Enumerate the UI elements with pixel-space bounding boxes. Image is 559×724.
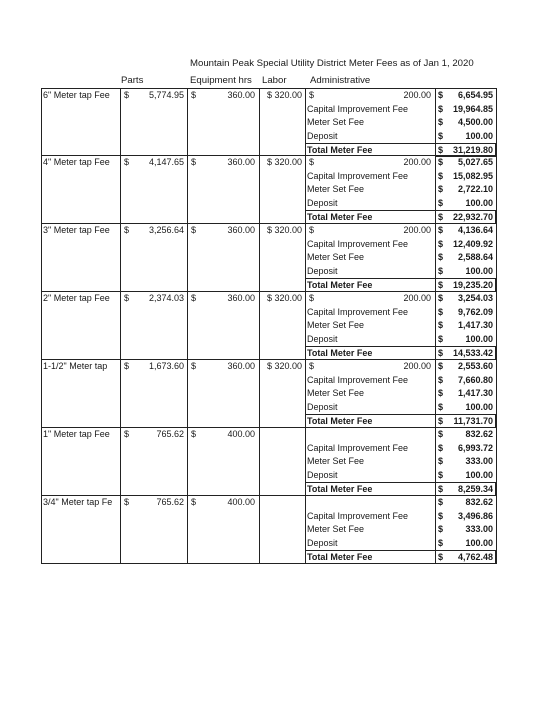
fee-label: Capital Improvement Fee: [307, 238, 409, 249]
currency-symbol: $: [438, 401, 444, 412]
fee-label: Deposit: [307, 197, 338, 208]
fee-value: 4,136.64: [457, 225, 493, 235]
labor-value: $ 320.00: [266, 157, 302, 167]
fee-value: 12,409.92: [452, 238, 493, 249]
fee-value: 14,533.42: [452, 348, 493, 359]
table-row: [41, 292, 496, 306]
parts-value: 5,774.95: [148, 90, 184, 100]
fee-value: 1,417.30: [457, 320, 493, 331]
currency-symbol: $: [191, 293, 197, 303]
fee-value: 100.00: [465, 265, 493, 276]
fee-label: Deposit: [307, 469, 338, 480]
table-row: [41, 238, 496, 252]
table-row: [41, 455, 496, 469]
table-row: [41, 103, 496, 117]
administrative-value: 200.00: [403, 225, 431, 235]
currency-symbol: $: [191, 90, 197, 100]
fee-value: 11,731.70: [453, 416, 493, 427]
currency-symbol: $: [191, 497, 197, 507]
table-row: [41, 265, 496, 279]
fee-label: Deposit: [307, 333, 338, 344]
equipment-value: 360.00: [227, 225, 255, 235]
table-row: [41, 510, 496, 524]
meter-size-label: 2" Meter tap Fee: [43, 293, 110, 303]
fee-block: [41, 428, 496, 496]
meter-size-label: 3" Meter tap Fee: [43, 225, 110, 235]
currency-symbol: $: [438, 117, 444, 128]
table-row: [41, 183, 496, 197]
currency-symbol: $: [438, 238, 444, 249]
currency-symbol: $: [438, 252, 444, 263]
fee-label: Deposit: [307, 401, 338, 412]
currency-symbol: $: [438, 145, 444, 156]
table-row: [41, 469, 496, 483]
fee-value: 19,235.20: [452, 280, 493, 291]
fee-label: Capital Improvement Fee: [307, 442, 409, 453]
fee-value: 22,932.70: [452, 212, 493, 223]
fee-label: Deposit: [307, 265, 338, 276]
fee-block: [41, 360, 496, 428]
fee-value: 8,259.34: [457, 484, 493, 495]
fee-value: 5,027.65: [457, 157, 493, 167]
fee-value: 2,588.64: [457, 252, 493, 263]
fee-label: Meter Set Fee: [307, 252, 365, 263]
table-row: [41, 156, 496, 170]
fee-label: Meter Set Fee: [307, 456, 365, 467]
currency-symbol: $: [124, 225, 130, 235]
currency-symbol: $: [438, 537, 444, 548]
fee-block: [41, 224, 496, 292]
fee-value: 100.00: [465, 537, 493, 548]
labor-value: $ 320.00: [266, 90, 302, 100]
fee-value: 15,082.95: [452, 170, 493, 181]
currency-symbol: $: [438, 170, 444, 181]
column-divider: [496, 88, 497, 564]
header-administrative: Administrative: [310, 75, 371, 86]
page-title: Mountain Peak Special Utility District Meter Fees as of Jan 1, 2020: [190, 58, 474, 69]
fee-label: Meter Set Fee: [307, 320, 365, 331]
fee-value: 2,553.60: [457, 361, 493, 371]
fee-label: Meter Set Fee: [307, 388, 365, 399]
fee-table: [41, 88, 496, 562]
administrative-value: 200.00: [403, 90, 431, 100]
total-amount-box: [435, 414, 496, 428]
currency-symbol: $: [438, 265, 444, 276]
fee-value: 3,254.03: [457, 293, 493, 303]
currency-symbol: $: [124, 157, 130, 167]
currency-symbol: $: [438, 374, 444, 385]
table-row: [41, 197, 496, 211]
currency-symbol: $: [438, 90, 444, 100]
fee-label: Deposit: [307, 130, 338, 141]
fee-value: 1,417.30: [457, 388, 493, 399]
fee-value: 6,654.95: [457, 90, 493, 100]
currency-symbol: $: [438, 225, 444, 235]
fee-value: 100.00: [465, 401, 493, 412]
currency-symbol: $: [438, 510, 444, 521]
fee-value: 832.62: [465, 429, 493, 439]
column-divider: [305, 88, 306, 564]
parts-value: 2,374.03: [148, 293, 184, 303]
header-equipment: Equipment hrs: [190, 75, 252, 86]
column-divider: [259, 88, 260, 564]
table-row: [41, 523, 496, 537]
table-row: [41, 333, 496, 347]
fee-value: 100.00: [465, 197, 493, 208]
equipment-value: 360.00: [227, 293, 255, 303]
fee-label: Total Meter Fee: [307, 348, 373, 359]
currency-symbol: $: [309, 157, 315, 167]
header-parts: Parts: [121, 75, 144, 86]
fee-value: 19,964.85: [452, 103, 493, 114]
labor-value: $ 320.00: [266, 361, 302, 371]
column-divider: [120, 88, 121, 564]
labor-value: $ 320.00: [266, 293, 302, 303]
currency-symbol: $: [438, 416, 444, 427]
table-row: [41, 251, 496, 265]
currency-symbol: $: [438, 130, 444, 141]
currency-symbol: $: [309, 361, 315, 371]
fee-value: 9,762.09: [457, 306, 493, 317]
fee-label: Capital Improvement Fee: [307, 510, 409, 521]
fee-label: Meter Set Fee: [307, 524, 365, 535]
administrative-value: 200.00: [403, 293, 431, 303]
currency-symbol: $: [124, 361, 130, 371]
parts-value: 765.62: [156, 429, 184, 439]
fee-value: 333.00: [465, 456, 493, 467]
fee-label: Total Meter Fee: [307, 145, 373, 156]
meter-size-label: 6" Meter tap Fee: [43, 90, 110, 100]
fee-block: [41, 88, 496, 156]
fee-label: Total Meter Fee: [307, 416, 373, 427]
currency-symbol: $: [438, 293, 444, 303]
table-row: [41, 496, 496, 510]
fee-label: Capital Improvement Fee: [307, 306, 409, 317]
parts-value: 3,256.64: [148, 225, 184, 235]
fee-value: 832.62: [465, 497, 493, 507]
fee-label: Total Meter Fee: [307, 280, 373, 291]
administrative-value: 200.00: [403, 361, 431, 371]
table-row: [41, 116, 496, 130]
parts-value: 765.62: [156, 497, 184, 507]
fee-label: Meter Set Fee: [307, 117, 365, 128]
fee-value: 3,496.86: [457, 510, 493, 521]
currency-symbol: $: [438, 320, 444, 331]
parts-value: 1,673.60: [148, 361, 184, 371]
currency-symbol: $: [191, 157, 197, 167]
equipment-value: 360.00: [227, 157, 255, 167]
currency-symbol: $: [438, 333, 444, 344]
fee-value: 31,219.80: [452, 145, 493, 156]
administrative-value: 200.00: [403, 157, 431, 167]
fee-block: [41, 496, 496, 564]
currency-symbol: $: [438, 280, 444, 291]
fee-value: 4,762.48: [457, 552, 493, 563]
currency-symbol: $: [438, 497, 444, 507]
currency-symbol: $: [438, 103, 444, 114]
table-row: [41, 387, 496, 401]
fee-value: 100.00: [465, 333, 493, 344]
fee-label: Capital Improvement Fee: [307, 170, 409, 181]
currency-symbol: $: [309, 225, 315, 235]
table-row: [41, 428, 496, 442]
fee-label: Total Meter Fee: [307, 552, 373, 563]
currency-symbol: $: [438, 361, 444, 371]
currency-symbol: $: [124, 293, 130, 303]
fee-label: Capital Improvement Fee: [307, 103, 409, 114]
currency-symbol: $: [438, 429, 444, 439]
currency-symbol: $: [191, 225, 197, 235]
fee-value: 100.00: [465, 130, 493, 141]
meter-size-label: 3/4" Meter tap Fe: [43, 497, 113, 507]
currency-symbol: $: [191, 429, 197, 439]
fee-label: Capital Improvement Fee: [307, 374, 409, 385]
column-divider: [435, 88, 436, 564]
column-divider: [187, 88, 188, 564]
currency-symbol: $: [438, 197, 444, 208]
fee-label: Total Meter Fee: [307, 212, 373, 223]
labor-value: $ 320.00: [266, 225, 302, 235]
fee-value: 2,722.10: [457, 184, 493, 195]
total-amount-box: [435, 550, 496, 564]
equipment-value: 360.00: [227, 90, 255, 100]
currency-symbol: $: [124, 429, 130, 439]
equipment-value: 400.00: [227, 429, 255, 439]
fee-value: 100.00: [465, 469, 493, 480]
currency-symbol: $: [438, 456, 444, 467]
fee-block: [41, 292, 496, 360]
header-labor: Labor: [262, 75, 287, 86]
currency-symbol: $: [438, 484, 444, 495]
fee-label: Total Meter Fee: [307, 484, 373, 495]
total-amount-box: [435, 482, 496, 496]
currency-symbol: $: [438, 306, 444, 317]
currency-symbol: $: [309, 293, 315, 303]
fee-value: 6,993.72: [457, 442, 493, 453]
table-row: [41, 319, 496, 333]
table-row: [41, 89, 496, 103]
currency-symbol: $: [438, 212, 444, 223]
fee-label: Deposit: [307, 537, 338, 548]
equipment-value: 360.00: [227, 361, 255, 371]
column-divider: [41, 88, 42, 564]
currency-symbol: $: [438, 442, 444, 453]
total-amount-box: [435, 278, 496, 292]
fee-value: 7,660.80: [457, 374, 493, 385]
table-row: [41, 306, 496, 320]
table-row: [41, 130, 496, 144]
table-row: [41, 401, 496, 415]
currency-symbol: $: [438, 348, 444, 359]
currency-symbol: $: [438, 469, 444, 480]
currency-symbol: $: [124, 90, 130, 100]
equipment-value: 400.00: [227, 497, 255, 507]
total-amount-box: [435, 210, 496, 224]
table-row: [41, 224, 496, 238]
fee-label: Meter Set Fee: [307, 184, 365, 195]
currency-symbol: $: [309, 90, 315, 100]
currency-symbol: $: [438, 552, 444, 563]
currency-symbol: $: [438, 184, 444, 195]
currency-symbol: $: [438, 524, 444, 535]
meter-size-label: 1-1/2" Meter tap: [43, 361, 108, 371]
meter-size-label: 1" Meter tap Fee: [43, 429, 110, 439]
table-row: [41, 537, 496, 551]
table-row: [41, 442, 496, 456]
currency-symbol: $: [191, 361, 197, 371]
fee-value: 4,500.00: [457, 117, 493, 128]
parts-value: 4,147.65: [148, 157, 184, 167]
currency-symbol: $: [124, 497, 130, 507]
table-row: [41, 374, 496, 388]
table-row: [41, 170, 496, 184]
meter-size-label: 4" Meter tap Fee: [43, 157, 110, 167]
total-amount-box: [435, 346, 496, 360]
currency-symbol: $: [438, 388, 444, 399]
table-row: [41, 360, 496, 374]
fee-block: [41, 156, 496, 224]
currency-symbol: $: [438, 157, 444, 167]
total-amount-box: [435, 143, 496, 157]
fee-value: 333.00: [465, 524, 493, 535]
